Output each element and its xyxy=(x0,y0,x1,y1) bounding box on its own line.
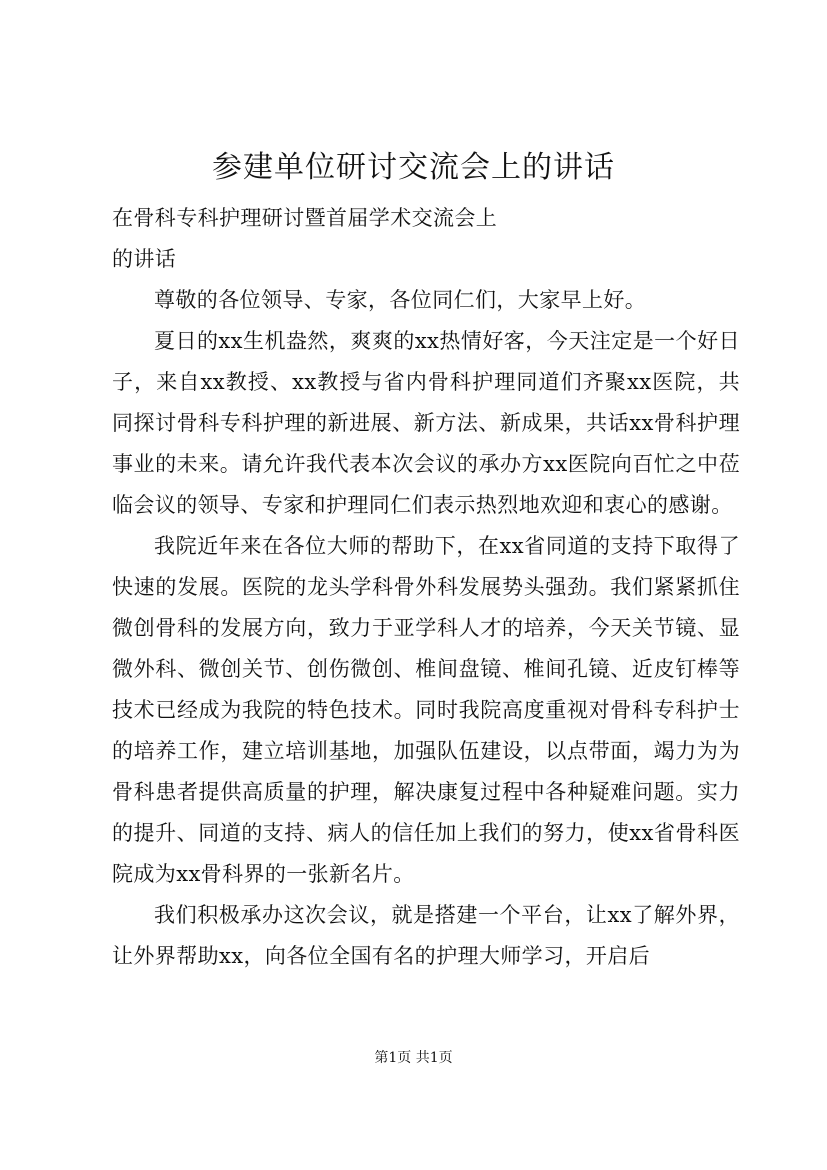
paragraph-development: 我院近年来在各位大师的帮助下，在xx省同道的支持下取得了快速的发展。医院的龙头学科骨外科发展势头强劲。我们紧紧抓住微创骨科的发展方向，致力于亚学科人才的培养，今天关节镜、显微外科、微创关节、创伤微创、椎间盘镜、椎间孔镜、近皮钉棒等技术已经成为我院的特色技术。同时我院高度重视对骨科专科护士的培养工作，建立培训基地，加强队伍建设，以点带面，竭力为为骨科患者提供高质量的护理，解决康复过程中各种疑难问题。实力的提升、同道的支持、病人的信任加上我们的努力，使xx省骨科医院成为xx骨科界的一张新名片。 xyxy=(112,534,740,886)
paragraph-platform: 我们积极承办这次会议，就是搭建一个平台，让xx了解外界，让外界帮助xx，向各位全国有名的护理大师学习，开启后 xyxy=(112,903,740,968)
paragraph-welcome: 夏日的xx生机盎然，爽爽的xx热情好客，今天注定是一个好日子，来自xx教授、xx教授与省内骨科护理同道们齐聚xx医院，共同探讨骨科专科护理的新进展、新方法、新成果，共话xx骨科护理事业的未来。请允许我代表本次会议的承办方xx医院向百忙之中莅临会议的领导、专家和护理同仁们表示热烈地欢迎和衷心的感谢。 xyxy=(112,329,740,517)
subtitle-line-1: 在骨科专科护理研讨暨首届学术交流会上 xyxy=(112,206,498,230)
document-body xyxy=(112,198,740,977)
page-number-footer: 第1页 共1页 xyxy=(374,1050,453,1066)
subtitle-line-2: 的讲话 xyxy=(112,247,177,271)
paragraph-greeting: 尊敬的各位领导、专家，各位同仁们，大家早上好。 xyxy=(154,288,647,312)
document-title: 参建单位研讨交流会上的讲话 xyxy=(212,150,615,185)
